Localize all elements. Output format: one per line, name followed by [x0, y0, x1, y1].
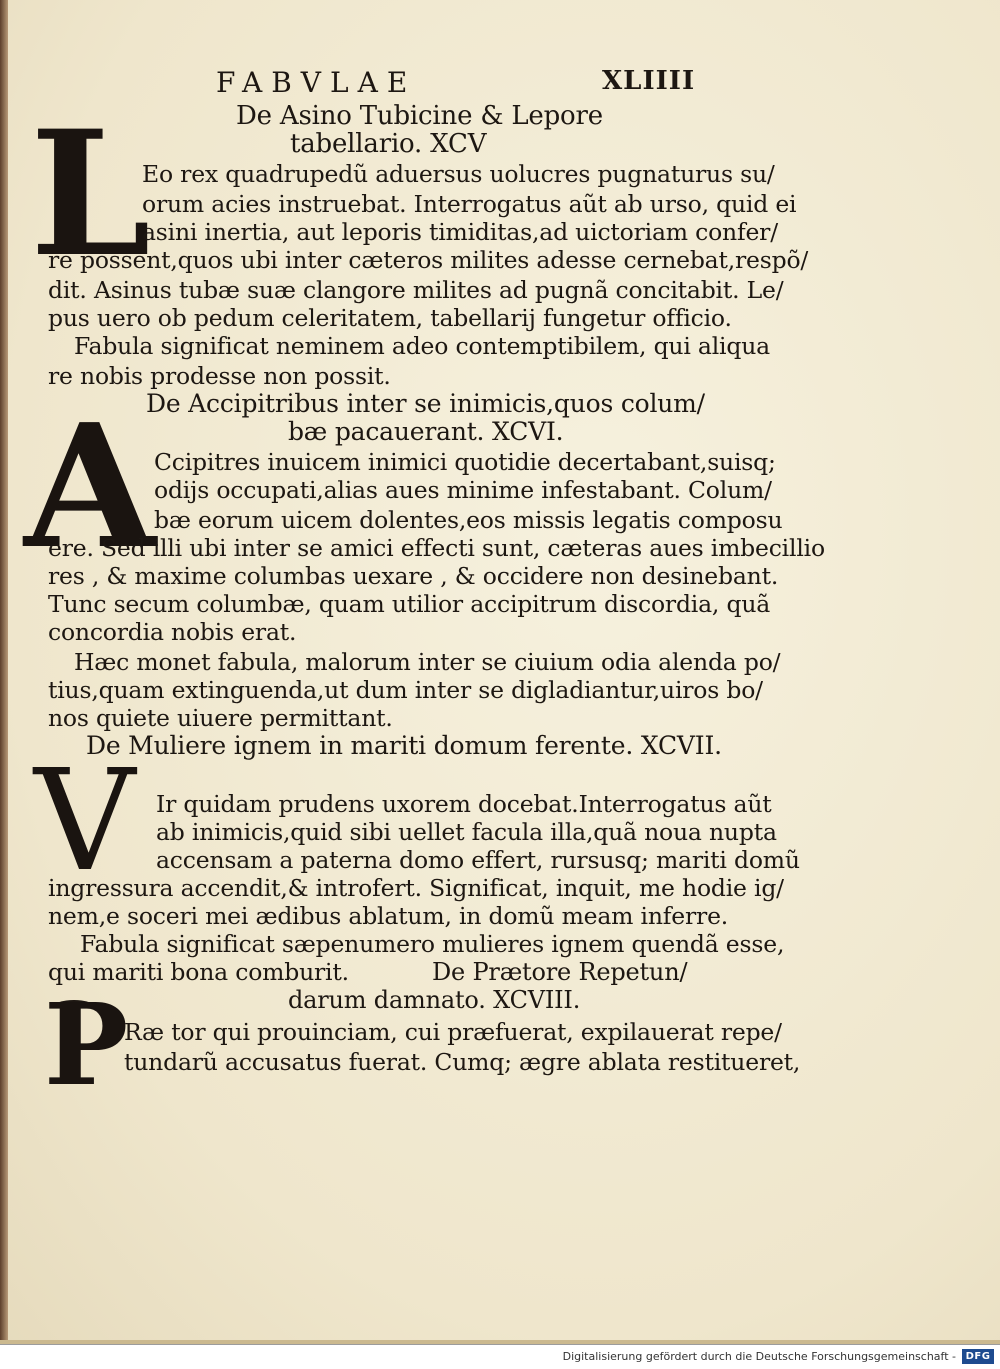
text-line: pus uero ob pedum celeritatem, tabellarij fungetur officio.: [48, 304, 732, 332]
text-line: Ir quidam prudens uxorem docebat.Interrogatus aũt: [156, 790, 772, 818]
fable-title-98-line-2: darum damnato. XCVIII.: [288, 986, 581, 1014]
fable-title-96-line-2: bæ pacauerant. XCVI.: [288, 417, 564, 446]
fable-title-95-line-1: De Asino Tubicine & Lepore: [236, 101, 603, 131]
moral-line: Fabula significat sæpenumero mulieres ignem quendã esse,: [80, 930, 785, 958]
text-line: odijs occupati,alias aues minime infestabant. Colum/: [154, 476, 772, 504]
text-line: Eo rex quadrupedũ aduersus uolucres pugnaturus su/: [142, 160, 775, 188]
text-line: ere. Sed illi ubi inter se amici effecti sunt, cæteras aues imbecillio: [48, 534, 825, 562]
funding-credit: Digitalisierung gefördert durch die Deutsche Forschungsgemeinschaft -: [562, 1350, 956, 1363]
fable-title-98-line-1: De Prætore Repetun/: [432, 958, 688, 986]
text-line: dit. Asinus tubæ suæ clangore milites ad pugnã concitabit. Le/: [48, 276, 784, 304]
text-line: orum acies instruebat. Interrogatus aũt ab urso, quid ei: [142, 190, 797, 218]
folio-number: XLIIII: [602, 66, 696, 96]
moral-line: Hæc monet fabula, malorum inter se ciuium odia alenda po/: [74, 648, 781, 676]
text-line: tundarũ accusatus fuerat. Cumq; ægre ablata restitueret,: [124, 1048, 801, 1076]
fable-title-96-line-1: De Accipitribus inter se inimicis,quos colum/: [146, 389, 705, 418]
text-line: concordia nobis erat.: [48, 618, 297, 646]
text-line: ingressura accendit,& introfert. Significat, inquit, me hodie ig/: [48, 874, 784, 902]
decorated-initial-a: A: [24, 387, 156, 587]
text-line: nem,e soceri mei ædibus ablatum, in domũ meam inferre.: [48, 902, 729, 930]
decorated-initial-p: P: [44, 980, 129, 1111]
digitization-footer: [0, 1344, 1000, 1369]
text-line: Ccipitres inuicem inimici quotidie decertabant,suisq;: [154, 448, 776, 476]
moral-line: nos quiete uiuere permittant.: [48, 704, 393, 732]
text-line: Tunc secum columbæ, quam utilior accipitrum discordia, quã: [48, 590, 771, 618]
moral-line: Fabula significat neminem adeo contemptibilem, qui aliqua: [74, 332, 770, 360]
decorated-initial-l: L: [30, 92, 151, 295]
moral-line: qui mariti bona comburit.: [48, 958, 349, 986]
text-line: Ræ tor qui prouinciam, cui præfuerat, expilauerat repe/: [124, 1018, 782, 1046]
text-line: ab inimicis,quid sibi uellet facula illa,quã noua nupta: [156, 818, 777, 846]
decorated-initial-v: V: [34, 740, 136, 903]
text-line: re possent,quos ubi inter cæteros milites adesse cernebat,respõ/: [48, 246, 809, 274]
fable-title-95-line-2: tabellario. XCV: [290, 129, 487, 159]
running-title: FABVLAE: [216, 66, 417, 99]
moral-line: tius,quam extinguenda,ut dum inter se digladiantur,uiros bo/: [48, 676, 763, 704]
dfg-logo: DFG: [962, 1349, 994, 1364]
page-spine-edge: [0, 0, 8, 1340]
text-line: asini inertia, aut leporis timiditas,ad uictoriam confer/: [142, 218, 778, 246]
text-line: bæ eorum uicem dolentes,eos missis legatis composu: [154, 506, 783, 534]
text-line: res , & maxime columbas uexare , & occidere non desinebant.: [48, 562, 779, 590]
moral-line: re nobis prodesse non possit.: [48, 362, 391, 390]
text-line: accensam a paterna domo effert, rursusq; mariti domũ: [156, 846, 800, 874]
fable-title-97: De Muliere ignem in mariti domum ferente. XCVII.: [86, 731, 722, 760]
